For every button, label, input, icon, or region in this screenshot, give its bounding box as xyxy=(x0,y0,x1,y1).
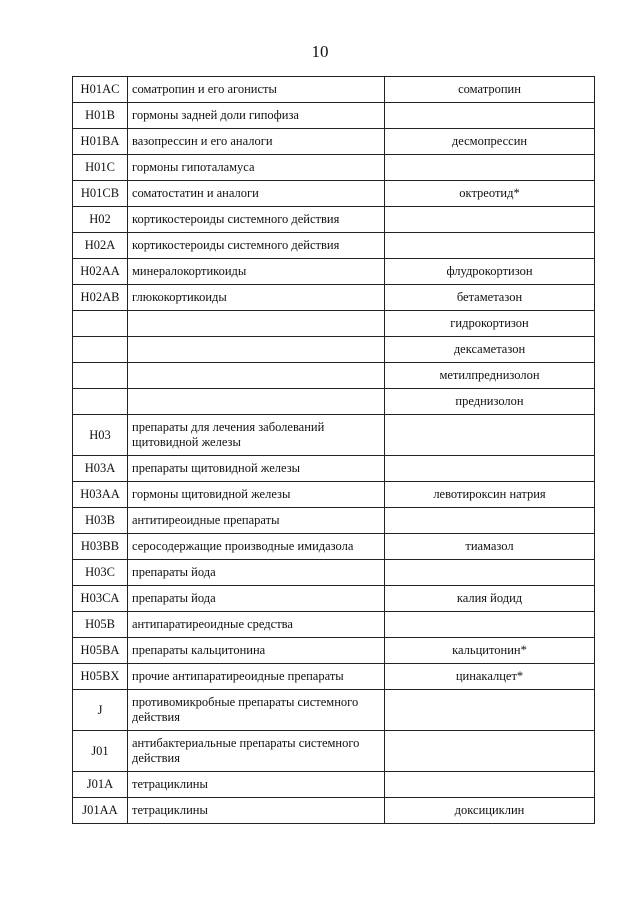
drug-name-cell xyxy=(385,415,595,456)
drug-name-cell xyxy=(385,772,595,798)
atc-code-cell: H03BB xyxy=(73,534,128,560)
group-name-cell xyxy=(128,337,385,363)
table-row xyxy=(73,181,595,207)
drug-name-cell: тиамазол xyxy=(385,534,595,560)
atc-code-cell: H03CA xyxy=(73,586,128,612)
table-row xyxy=(73,534,595,560)
table-row xyxy=(73,337,595,363)
group-name-cell xyxy=(128,311,385,337)
table-row xyxy=(73,690,595,731)
group-name-cell: противомикробные препараты системного действия xyxy=(128,690,385,731)
table-row xyxy=(73,155,595,181)
group-name-cell: гормоны щитовидной железы xyxy=(128,482,385,508)
group-name-cell: препараты йода xyxy=(128,560,385,586)
atc-code-cell: H01BA xyxy=(73,129,128,155)
atc-code-cell: H03A xyxy=(73,456,128,482)
drug-name-cell: соматропин xyxy=(385,77,595,103)
table-row xyxy=(73,772,595,798)
drug-name-cell: цинакалцет* xyxy=(385,664,595,690)
group-name-cell: тетрациклины xyxy=(128,798,385,824)
table-row xyxy=(73,77,595,103)
group-name-cell: кортикостероиды системного действия xyxy=(128,233,385,259)
drug-name-cell: преднизолон xyxy=(385,389,595,415)
group-name-cell: соматропин и его агонисты xyxy=(128,77,385,103)
drug-name-cell xyxy=(385,560,595,586)
table-row xyxy=(73,731,595,772)
table-row xyxy=(73,456,595,482)
table-row xyxy=(73,586,595,612)
drug-name-cell xyxy=(385,612,595,638)
atc-code-cell: J xyxy=(73,690,128,731)
drug-name-cell xyxy=(385,690,595,731)
group-name-cell: минералокортикоиды xyxy=(128,259,385,285)
table-row xyxy=(73,415,595,456)
group-name-cell: серосодержащие производные имидазола xyxy=(128,534,385,560)
group-name-cell: тетрациклины xyxy=(128,772,385,798)
group-name-cell: кортикостероиды системного действия xyxy=(128,207,385,233)
drug-name-cell xyxy=(385,233,595,259)
atc-code-cell: J01 xyxy=(73,731,128,772)
atc-code-cell: H03B xyxy=(73,508,128,534)
drug-name-cell: десмопрессин xyxy=(385,129,595,155)
group-name-cell: вазопрессин и его аналоги xyxy=(128,129,385,155)
drug-name-cell xyxy=(385,103,595,129)
drug-name-cell: гидрокортизон xyxy=(385,311,595,337)
atc-code-cell: H01C xyxy=(73,155,128,181)
drug-name-cell: октреотид* xyxy=(385,181,595,207)
drug-name-cell: флудрокортизон xyxy=(385,259,595,285)
table-row xyxy=(73,560,595,586)
drug-name-cell xyxy=(385,207,595,233)
drug-name-cell xyxy=(385,456,595,482)
group-name-cell xyxy=(128,389,385,415)
atc-code-cell xyxy=(73,363,128,389)
drug-name-cell xyxy=(385,508,595,534)
group-name-cell xyxy=(128,363,385,389)
table-row xyxy=(73,664,595,690)
group-name-cell: антипаратиреоидные средства xyxy=(128,612,385,638)
table-row xyxy=(73,285,595,311)
drug-name-cell: кальцитонин* xyxy=(385,638,595,664)
table-row xyxy=(73,389,595,415)
group-name-cell: гормоны гипоталамуса xyxy=(128,155,385,181)
table-row xyxy=(73,638,595,664)
table-row xyxy=(73,363,595,389)
table-row xyxy=(73,482,595,508)
atc-code-cell: H03C xyxy=(73,560,128,586)
atc-code-cell xyxy=(73,389,128,415)
atc-code-cell: J01A xyxy=(73,772,128,798)
table-row xyxy=(73,612,595,638)
group-name-cell: препараты для лечения заболеваний щитовидной железы xyxy=(128,415,385,456)
atc-code-cell xyxy=(73,311,128,337)
drug-name-cell: доксициклин xyxy=(385,798,595,824)
table-row xyxy=(73,129,595,155)
atc-code-cell: H02AA xyxy=(73,259,128,285)
atc-code-cell: J01AA xyxy=(73,798,128,824)
table-row xyxy=(73,233,595,259)
page-number: 10 xyxy=(311,42,329,61)
atc-code-cell: H01CB xyxy=(73,181,128,207)
atc-code-cell: H02AB xyxy=(73,285,128,311)
table-row xyxy=(73,103,595,129)
atc-code-cell: H02 xyxy=(73,207,128,233)
table-row xyxy=(73,207,595,233)
drug-name-cell: левотироксин натрия xyxy=(385,482,595,508)
drug-name-cell: калия йодид xyxy=(385,586,595,612)
group-name-cell: глюкокортикоиды xyxy=(128,285,385,311)
drug-name-cell: бетаметазон xyxy=(385,285,595,311)
table-row xyxy=(73,798,595,824)
drug-name-cell xyxy=(385,731,595,772)
group-name-cell: гормоны задней доли гипофиза xyxy=(128,103,385,129)
drug-classification-table xyxy=(72,76,595,824)
atc-code-cell: H05BX xyxy=(73,664,128,690)
atc-code-cell: H05BA xyxy=(73,638,128,664)
group-name-cell: препараты йода xyxy=(128,586,385,612)
group-name-cell: препараты щитовидной железы xyxy=(128,456,385,482)
group-name-cell: препараты кальцитонина xyxy=(128,638,385,664)
group-name-cell: прочие антипаратиреоидные препараты xyxy=(128,664,385,690)
atc-code-cell: H01B xyxy=(73,103,128,129)
group-name-cell: соматостатин и аналоги xyxy=(128,181,385,207)
group-name-cell: антитиреоидные препараты xyxy=(128,508,385,534)
atc-code-cell: H05B xyxy=(73,612,128,638)
atc-code-cell: H03AA xyxy=(73,482,128,508)
table-row xyxy=(73,259,595,285)
drug-name-cell: дексаметазон xyxy=(385,337,595,363)
atc-code-cell: H02A xyxy=(73,233,128,259)
atc-code-cell: H01AC xyxy=(73,77,128,103)
drug-name-cell xyxy=(385,155,595,181)
table-row xyxy=(73,311,595,337)
table-row xyxy=(73,508,595,534)
drug-name-cell: метилпреднизолон xyxy=(385,363,595,389)
atc-code-cell: H03 xyxy=(73,415,128,456)
atc-code-cell xyxy=(73,337,128,363)
group-name-cell: антибактериальные препараты системного действия xyxy=(128,731,385,772)
